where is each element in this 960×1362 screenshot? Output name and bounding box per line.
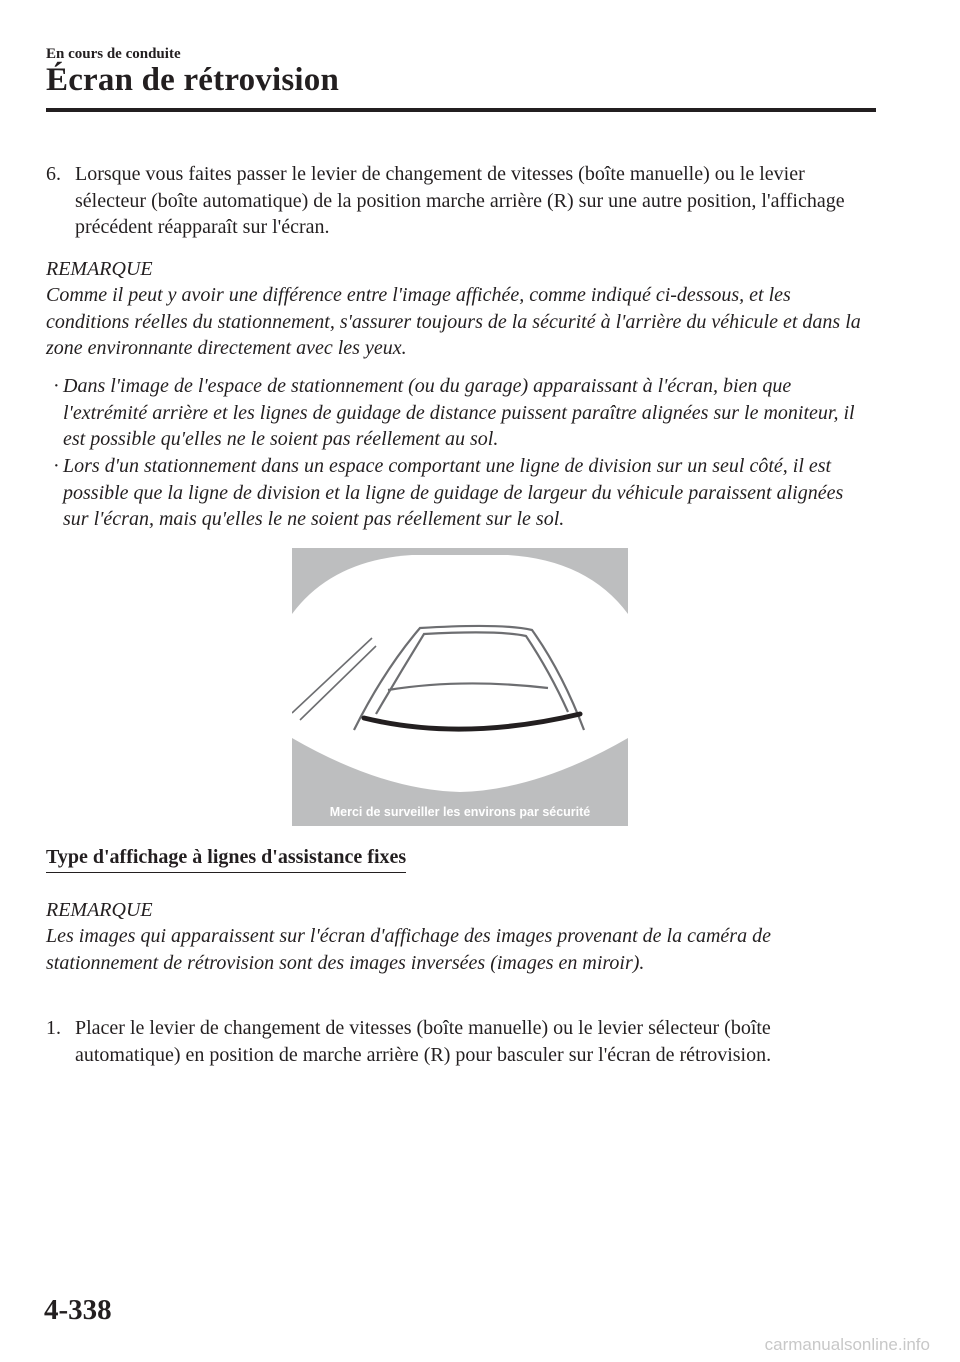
step-text: Placer le levier de changement de vitesses (boîte manuelle) ou le levier sélecteur (boîte automatique) en position de marche arrière (R) pour basculer sur l'écran de rétrovision. — [75, 1017, 772, 1066]
rear-camera-figure — [292, 548, 628, 826]
step-text: Lorsque vous faites passer le levier de changement de vitesses (boîte manuelle) ou le levier sélecteur (boîte automatique) de la position marche arrière (R) sur une autre position, l'affichage précédent réapparaît sur l'écran. — [75, 163, 845, 238]
figure-screen-area — [292, 555, 628, 792]
step-1 — [46, 1015, 876, 1068]
footer-site-watermark: carmanualsonline.info — [764, 1335, 930, 1354]
step-6 — [46, 161, 876, 241]
page-number: 4-338 — [44, 1294, 112, 1326]
section-heading: Type d'affichage à lignes d'assistance fixes — [46, 845, 406, 873]
header-section-label: En cours de conduite — [46, 46, 181, 62]
note-title: REMARQUE — [46, 899, 153, 921]
note-text: Comme il peut y avoir une différence entre l'image affichée, comme indiqué ci-dessous, et les conditions réelles du stationnement, s'assurer toujours de la sécurité à l'arrière du véhicule et dans la zone environnante directement avec les yeux. — [46, 284, 861, 359]
figure-caption: Merci de surveiller les environs par sécurité — [329, 805, 591, 819]
note-bullet-2 — [53, 453, 868, 533]
step-number: 1. — [46, 1017, 61, 1039]
bullet-text: Lors d'un stationnement dans un espace comportant une ligne de division sur un seul côté, il est possible que la ligne de division et la ligne de guidage de largeur du véhicule paraissent alignées sur l'écran, mais qu'elles le ne soient pas réellement sur le sol. — [63, 455, 844, 530]
note-title: REMARQUE — [46, 258, 153, 280]
note-text: Les images qui apparaissent sur l'écran d'affichage des images provenant de la caméra de stationnement de rétrovision sont des images inversées (images en miroir). — [46, 925, 771, 974]
bullet-text: Dans l'image de l'espace de stationnement (ou du garage) apparaissant à l'écran, bien que l'extrémité arrière et les lignes de guidage de distance puissent paraître alignées sur le moniteur, il est possible qu'elles ne le soient pas réellement au sol. — [63, 375, 855, 450]
bullet-dot: · — [53, 455, 60, 477]
bullet-dot: · — [53, 375, 60, 397]
page-title: Écran de rétrovision — [46, 62, 340, 98]
step-number: 6. — [46, 163, 61, 185]
note-bullet-1 — [53, 373, 868, 453]
header-rule — [46, 108, 876, 112]
